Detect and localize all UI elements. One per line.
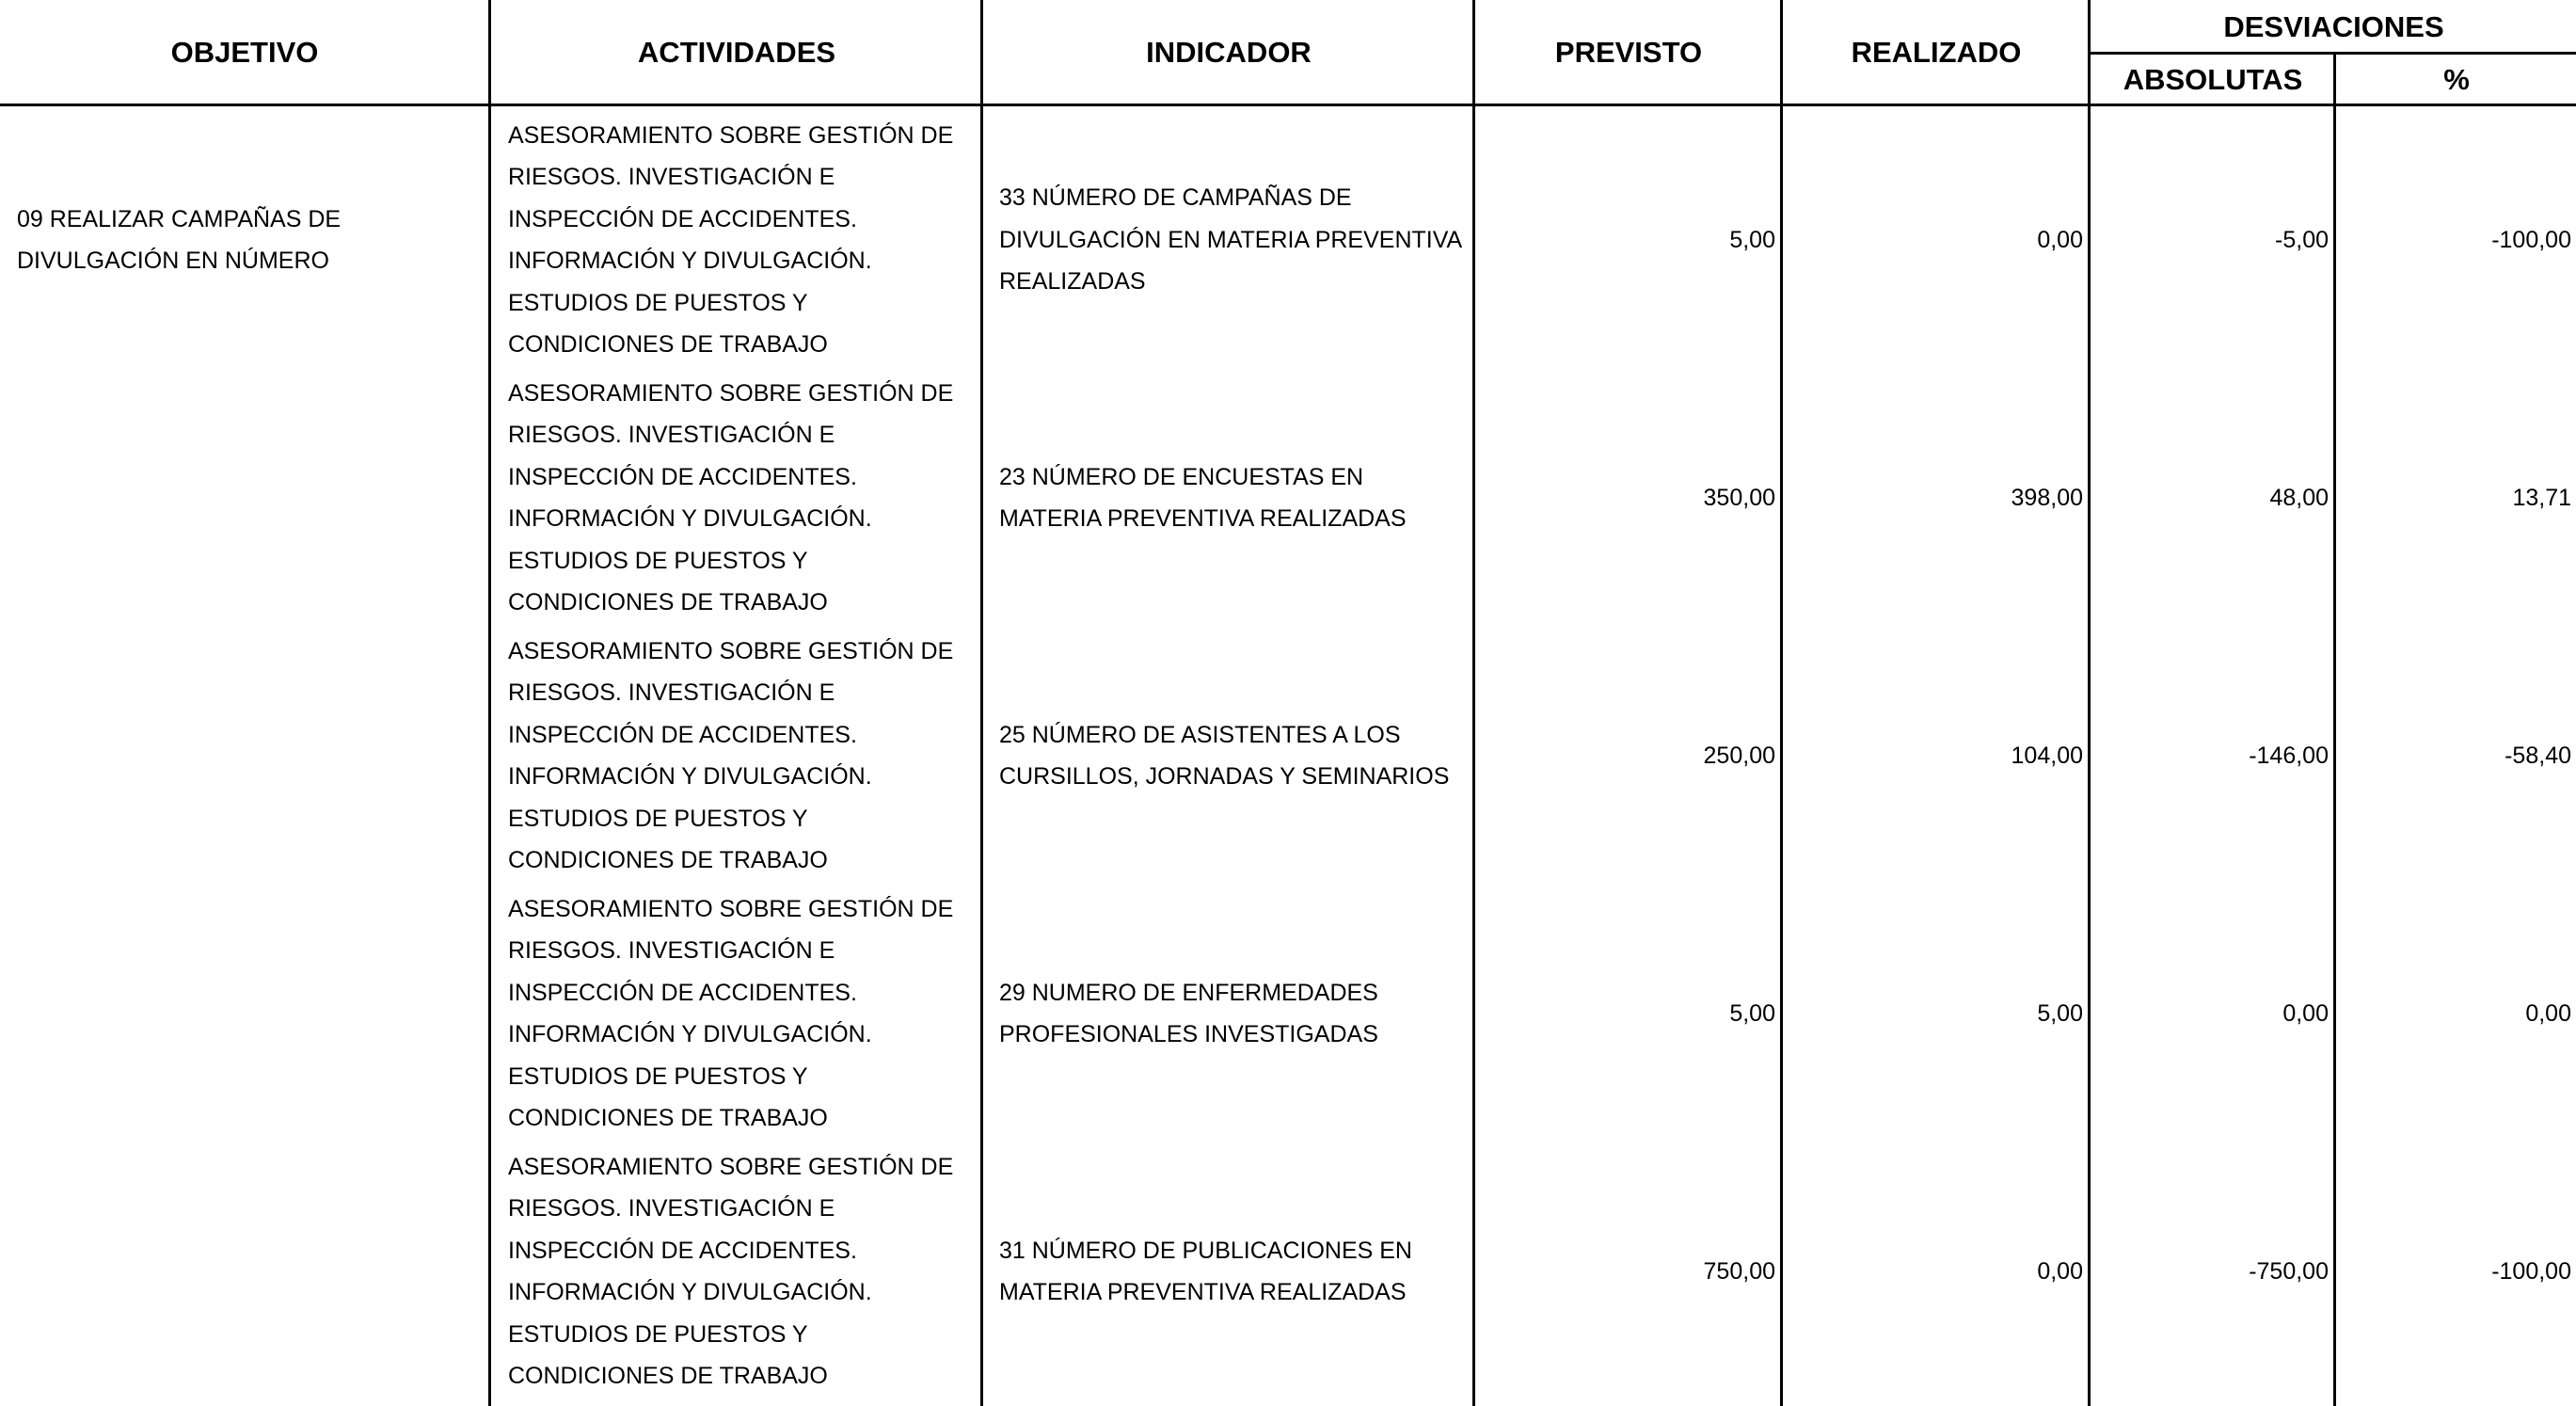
absolutas-cell: -5,00 — [2275, 226, 2329, 253]
realizado-cell: 398,00 — [2011, 484, 2083, 511]
indicador-cell: 29 NUMERO DE ENFERMEDADES PROFESIONALES INVESTIGADAS — [999, 979, 1378, 1047]
table-row — [0, 885, 2576, 1142]
realizado-cell: 5,00 — [2037, 999, 2083, 1027]
indicador-cell: 23 NÚMERO DE ENCUESTAS EN MATERIA PREVENTIVA REALIZADAS — [999, 463, 1407, 532]
previsto-cell: 250,00 — [1703, 742, 1775, 769]
header-objetivo: OBJETIVO — [170, 36, 319, 69]
header-actividades: ACTIVIDADES — [637, 36, 836, 69]
actividades-cell: ASESORAMIENTO SOBRE GESTIÓN DE RIESGOS. INVESTIGACIÓN E INSPECCIÓN DE ACCIDENTES. INFORMACIÓN Y DIVULGACIÓN. ESTUDIOS DE PUESTOS Y CONDICIONES DE TRABAJO — [508, 1153, 954, 1389]
absolutas-cell: 48,00 — [2269, 484, 2329, 511]
actividades-cell: ASESORAMIENTO SOBRE GESTIÓN DE RIESGOS. INVESTIGACIÓN E INSPECCIÓN DE ACCIDENTES. INFORMACIÓN Y DIVULGACIÓN. ESTUDIOS DE PUESTOS Y CONDICIONES DE TRABAJO — [508, 895, 954, 1131]
realizado-cell: 104,00 — [2011, 742, 2083, 769]
header-bottom-border — [0, 104, 2576, 106]
actividades-cell: ASESORAMIENTO SOBRE GESTIÓN DE RIESGOS. INVESTIGACIÓN E INSPECCIÓN DE ACCIDENTES. INFORMACIÓN Y DIVULGACIÓN. ESTUDIOS DE PUESTOS Y CONDICIONES DE TRABAJO — [508, 637, 954, 873]
header-subdivider — [2088, 52, 2576, 55]
header-desviaciones: DESVIACIONES — [2223, 9, 2444, 43]
previsto-cell: 750,00 — [1703, 1257, 1775, 1285]
header-realizado: REALIZADO — [1851, 36, 2022, 69]
objetivo-cell — [17, 1142, 478, 1400]
porcentaje-cell: -100,00 — [2491, 1257, 2571, 1285]
absolutas-cell: -750,00 — [2249, 1257, 2329, 1285]
indicador-cell: 33 NÚMERO DE CAMPAÑAS DE DIVULGACIÓN EN MATERIA PREVENTIVA REALIZADAS — [999, 184, 1461, 296]
absolutas-cell: -146,00 — [2249, 742, 2329, 769]
absolutas-cell: 0,00 — [2282, 999, 2329, 1027]
previsto-cell: 5,00 — [1729, 226, 1775, 253]
realizado-cell: 0,00 — [2037, 1257, 2083, 1285]
objetivo-cell — [17, 369, 478, 627]
table-row — [0, 111, 2576, 369]
porcentaje-cell: -100,00 — [2491, 226, 2571, 253]
header-porcentaje: % — [2443, 62, 2470, 96]
table-row — [0, 1142, 2576, 1400]
porcentaje-cell: 13,71 — [2512, 484, 2571, 511]
header-indicador: INDICADOR — [1146, 36, 1312, 69]
objetivo-cell — [17, 885, 478, 1142]
previsto-cell: 350,00 — [1703, 484, 1775, 511]
indicador-cell: 31 NÚMERO DE PUBLICACIONES EN MATERIA PREVENTIVA REALIZADAS — [999, 1237, 1412, 1305]
table-row — [0, 369, 2576, 627]
indicador-cell: 25 NÚMERO DE ASISTENTES A LOS CURSILLOS, JORNADAS Y SEMINARIOS — [999, 721, 1450, 790]
actividades-cell: ASESORAMIENTO SOBRE GESTIÓN DE RIESGOS. INVESTIGACIÓN E INSPECCIÓN DE ACCIDENTES. INFORMACIÓN Y DIVULGACIÓN. ESTUDIOS DE PUESTOS Y CONDICIONES DE TRABAJO — [508, 121, 954, 358]
header-absolutas: ABSOLUTAS — [2123, 62, 2303, 96]
objetivo-cell: 09 REALIZAR CAMPAÑAS DE DIVULGACIÓN EN NÚMERO — [17, 205, 342, 274]
header-previsto: PREVISTO — [1554, 36, 1703, 69]
porcentaje-cell: 0,00 — [2525, 999, 2571, 1027]
table-row — [0, 627, 2576, 885]
objetivo-cell — [17, 627, 478, 885]
previsto-cell: 5,00 — [1729, 999, 1775, 1027]
actividades-cell: ASESORAMIENTO SOBRE GESTIÓN DE RIESGOS. INVESTIGACIÓN E INSPECCIÓN DE ACCIDENTES. INFORMACIÓN Y DIVULGACIÓN. ESTUDIOS DE PUESTOS Y CONDICIONES DE TRABAJO — [508, 379, 954, 615]
porcentaje-cell: -58,40 — [2504, 742, 2571, 769]
realizado-cell: 0,00 — [2037, 226, 2083, 253]
